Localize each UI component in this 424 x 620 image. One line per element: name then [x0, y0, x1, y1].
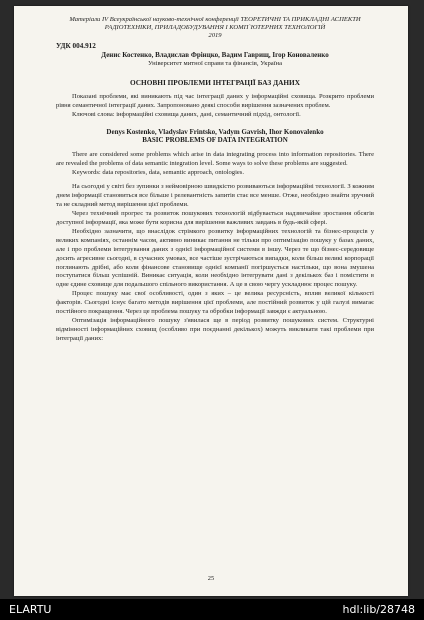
authors-ukrainian: Денис Костенко, Владислав Фрінцко, Вадим Гаврищ, Ігор Коноваленко: [101, 51, 329, 59]
viewer-footer-bar: [0, 599, 424, 620]
authors-english: Denys Kostenko, Vladyslav Frintsko, Vadym Gavrish, Ihor Konovalenko: [106, 127, 324, 136]
conference-year: 2019: [208, 32, 222, 39]
body-paragraph: На сьогодні у світі без зупинки з неймовірною швидкістю розвиваються інформаційні технології. З кожним днем інформації становиться все більше і релевантність запитів стає все менше. Отже, необхідно знайти зручний та не складний метод вирішення цієї проблеми.: [56, 183, 374, 209]
abstract-english: There are considered some problems which arise in data integrating process into information repositories. There are revealed the problems of data semantic integration level. Some ways to solve these problems are suggested.: [56, 150, 374, 167]
page-content: [56, 16, 374, 344]
body-paragraph: Оптимізація інформаційного пошуку з'явилася ще в період розвитку пошукових систем. Структурні відмінності інформаційних сховищ (особливо при поєднанні декількох) можуть викликати такі проблеми при інтеграції даних:: [56, 317, 374, 342]
udk-code: УДК 004.912: [56, 42, 96, 50]
abstract-ukrainian: Показані проблеми, які виникають під час інтеграції даних у інформаційні сховища. Розкрито проблеми рівня семантичної інтеграції даних. Запропоновано деякі способи вирішення зазначених проблем.: [56, 92, 374, 109]
page-number: 25: [207, 575, 215, 582]
affiliation: Університет митної справи та фінансів, Україна: [148, 59, 282, 67]
conference-header: [56, 16, 374, 40]
title-ukrainian: ОСНОВНІ ПРОБЛЕМИ ІНТЕГРАЦІЇ БАЗ ДАНИХ: [130, 77, 300, 87]
document-page: [14, 6, 408, 596]
keywords-ukrainian: Ключові слова: інформаційні сховища даних, дані, семантичний підхід, онтології.: [72, 110, 301, 118]
body-paragraph: Необхідно зазначити, що внаслідок стрімкого розвитку інформаційних технологій та бізнес-процесів у великих компаніях, останнім часом, активно виникає питання не тільки про оптимізацію пошуку у базах даних, але і про проблеми інтегрування даних з однієї інформаційної системи в іншу. Через те що бізнес-середовище досить агресивне сьогодні, в сучасних умовах, все частіше зустрічаються випадки, коли більш великі корпорації поглинають дрібні, або коли фінансове становище однієї компанії погіршується настільки, що вона змушена поступатися більш успішній. Виникає ситуація, коли необхідно інтегрувати дані з декількох баз і помістити в одне єдине сховище для подальшого спільного використання. А це в свою чергу ускладнює процес пошуку.: [56, 227, 374, 289]
keywords-english: Keywords: data repositories, data, semantic approach, ontologies.: [72, 168, 244, 176]
repository-name: ELARTU: [9, 603, 52, 616]
handle-identifier: hdl:lib/28748: [342, 603, 415, 616]
conference-title: Матеріали IV Всеукраїнської науково-технічної конференції ТЕОРЕТИЧНІ ТА ПРИКЛАДНІ АСПЕКТИ РАДІОТЕХНІКИ, ПРИЛАДОБУДУВАННЯ І КОМП`ЮТЕРНИХ ТЕХНОЛОГІЙ: [69, 16, 361, 31]
title-english: BASIC PROBLEMS OF DATA INTEGRATION: [142, 136, 288, 145]
body-paragraph: Процес пошуку має свої особливості, один з яких – це велика ресурсність, вплив великої кількості факторів. Сьогодні існує багато методів вирішення цієї проблеми, але постійний розвиток у цій галузі вимагає постійного покращення. Через це проблема пошуку та обробки інформації завжди є актуальною.: [56, 290, 374, 316]
body-paragraph: Через технічний прогрес та розвиток пошукових технологій відбувається надзвичайне зростання обсягів доступної інформації, яка може бути корисна для вирішення важливих завдань в будь-якій сфері.: [56, 210, 374, 227]
